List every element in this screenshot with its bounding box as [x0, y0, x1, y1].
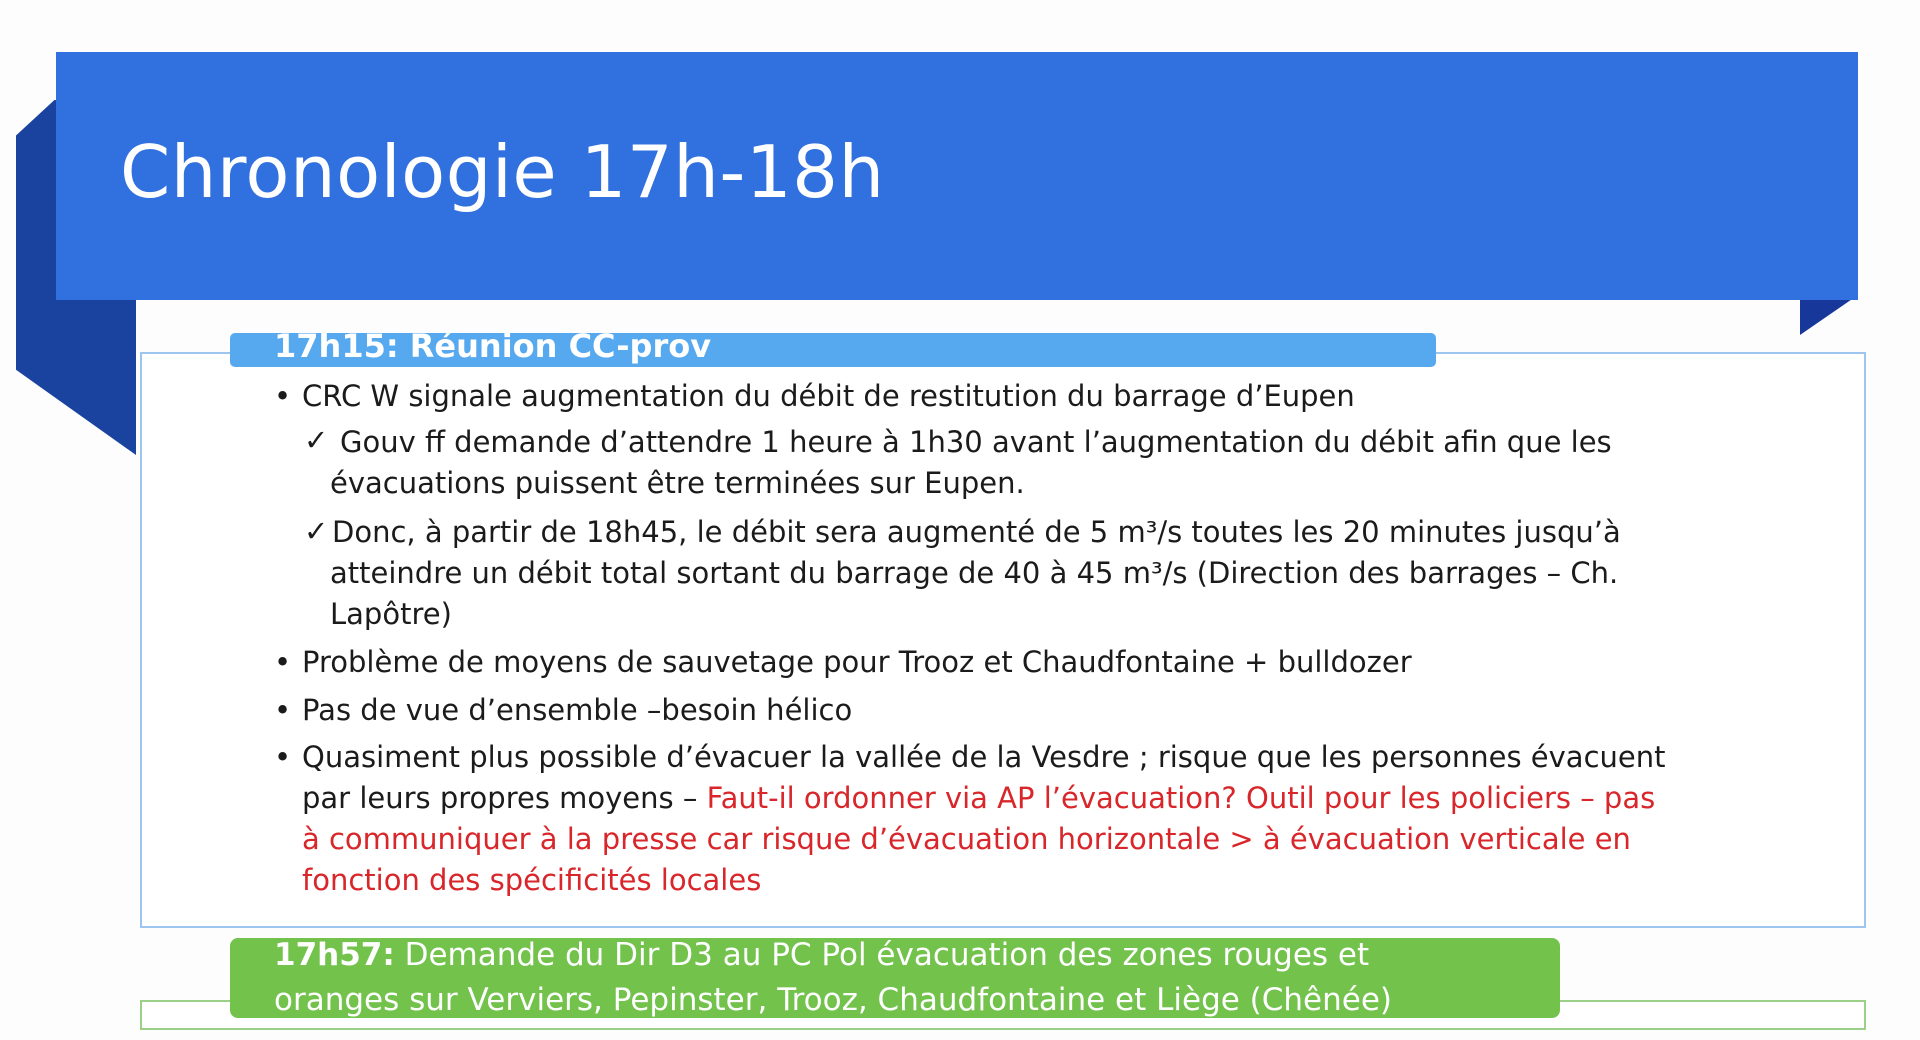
- section-header-1715: 17h15: Réunion CC-prov: [274, 327, 712, 365]
- bullet-quasiment-line-3: à communiquer à la presse car risque d’évacuation horizontale > à évacuation verticale en: [302, 822, 1631, 856]
- section-header-1757-line-2: oranges sur Verviers, Pepinster, Trooz, Chaudfontaine et Liège (Chênée): [274, 982, 1393, 1018]
- bullet-sauvetage: • Problème de moyens de sauvetage pour Trooz et Chaudfontaine + bulldozer: [302, 645, 1412, 679]
- bullet-quasiment-line-2-black: par leurs propres moyens –: [302, 781, 707, 815]
- check-gouv-line-2: évacuations puissent être terminées sur Eupen.: [330, 466, 1025, 500]
- bullet-quasiment-line-2-red: Faut-il ordonner via AP l’évacuation? Outil pour les policiers – pas: [706, 781, 1656, 815]
- section-header-1757-text-1: Demande du Dir D3 au PC Pol évacuation des zones rouges et: [394, 937, 1370, 973]
- bullet-vue-ensemble: • Pas de vue d’ensemble –besoin hélico: [302, 693, 852, 727]
- bullet-quasiment-line-2: [302, 781, 1655, 815]
- section-header-1757-line-1: [274, 933, 1534, 978]
- check-icon: ✓: [304, 514, 329, 548]
- check-icon: ✓: [304, 423, 329, 457]
- bullet-quasiment-line-1: • Quasiment plus possible d’évacuer la vallée de la Vesdre ; risque que les personnes évacuent: [302, 740, 1665, 774]
- check-donc-line-2: atteindre un débit total sortant du barrage de 40 à 45 m³/s (Direction des barrages – Ch.: [330, 556, 1619, 590]
- check-donc-line-3: Lapôtre): [330, 597, 452, 631]
- bullet-quasiment-line-4: fonction des spécificités locales: [302, 863, 762, 897]
- slide-title: Chronologie 17h-18h: [120, 130, 885, 214]
- bullet-crc-w: • CRC W signale augmentation du débit de restitution du barrage d’Eupen: [302, 379, 1355, 413]
- check-gouv-line-1: Gouv ff demande d’attendre 1 heure à 1h30 avant l’augmentation du débit afin que les: [340, 425, 1612, 459]
- section-header-1757-time: 17h57:: [274, 937, 395, 973]
- check-donc-line-1: Donc, à partir de 18h45, le débit sera augmenté de 5 m³/s toutes les 20 minutes jusqu’à: [332, 515, 1621, 549]
- section-header-1757: [274, 933, 1534, 1023]
